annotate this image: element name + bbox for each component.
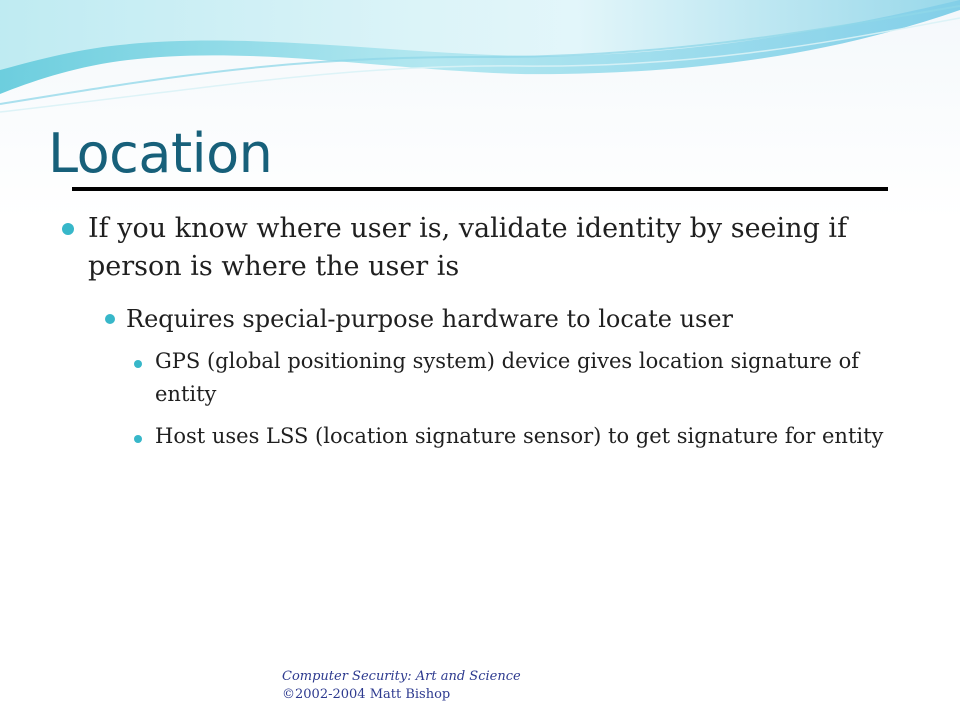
title-underline — [72, 187, 888, 191]
slide-title: Location — [48, 122, 273, 185]
bullet-level-2: Requires special-purpose hardware to locate user — [126, 305, 734, 333]
bullet-dot-icon — [105, 314, 115, 324]
bullet-dot-icon — [62, 223, 74, 235]
bullet-dot-icon — [134, 435, 142, 443]
slide-footer — [282, 668, 521, 704]
bullet-level-3: GPS (global positioning system) device gives location signature of entity — [155, 349, 860, 406]
bullet-level-3: Host uses LSS (location signature sensor) to get signature for entity — [155, 424, 884, 448]
footer-copyright: ©2002-2004 Matt Bishop — [282, 687, 451, 702]
bullet-dot-icon — [134, 360, 142, 368]
bullet-level-1: If you know where user is, validate identity by seeing if person is where the user is — [88, 213, 848, 282]
decorative-wave-header — [0, 0, 960, 120]
footer-source: Computer Security: Art and Science — [282, 669, 521, 684]
